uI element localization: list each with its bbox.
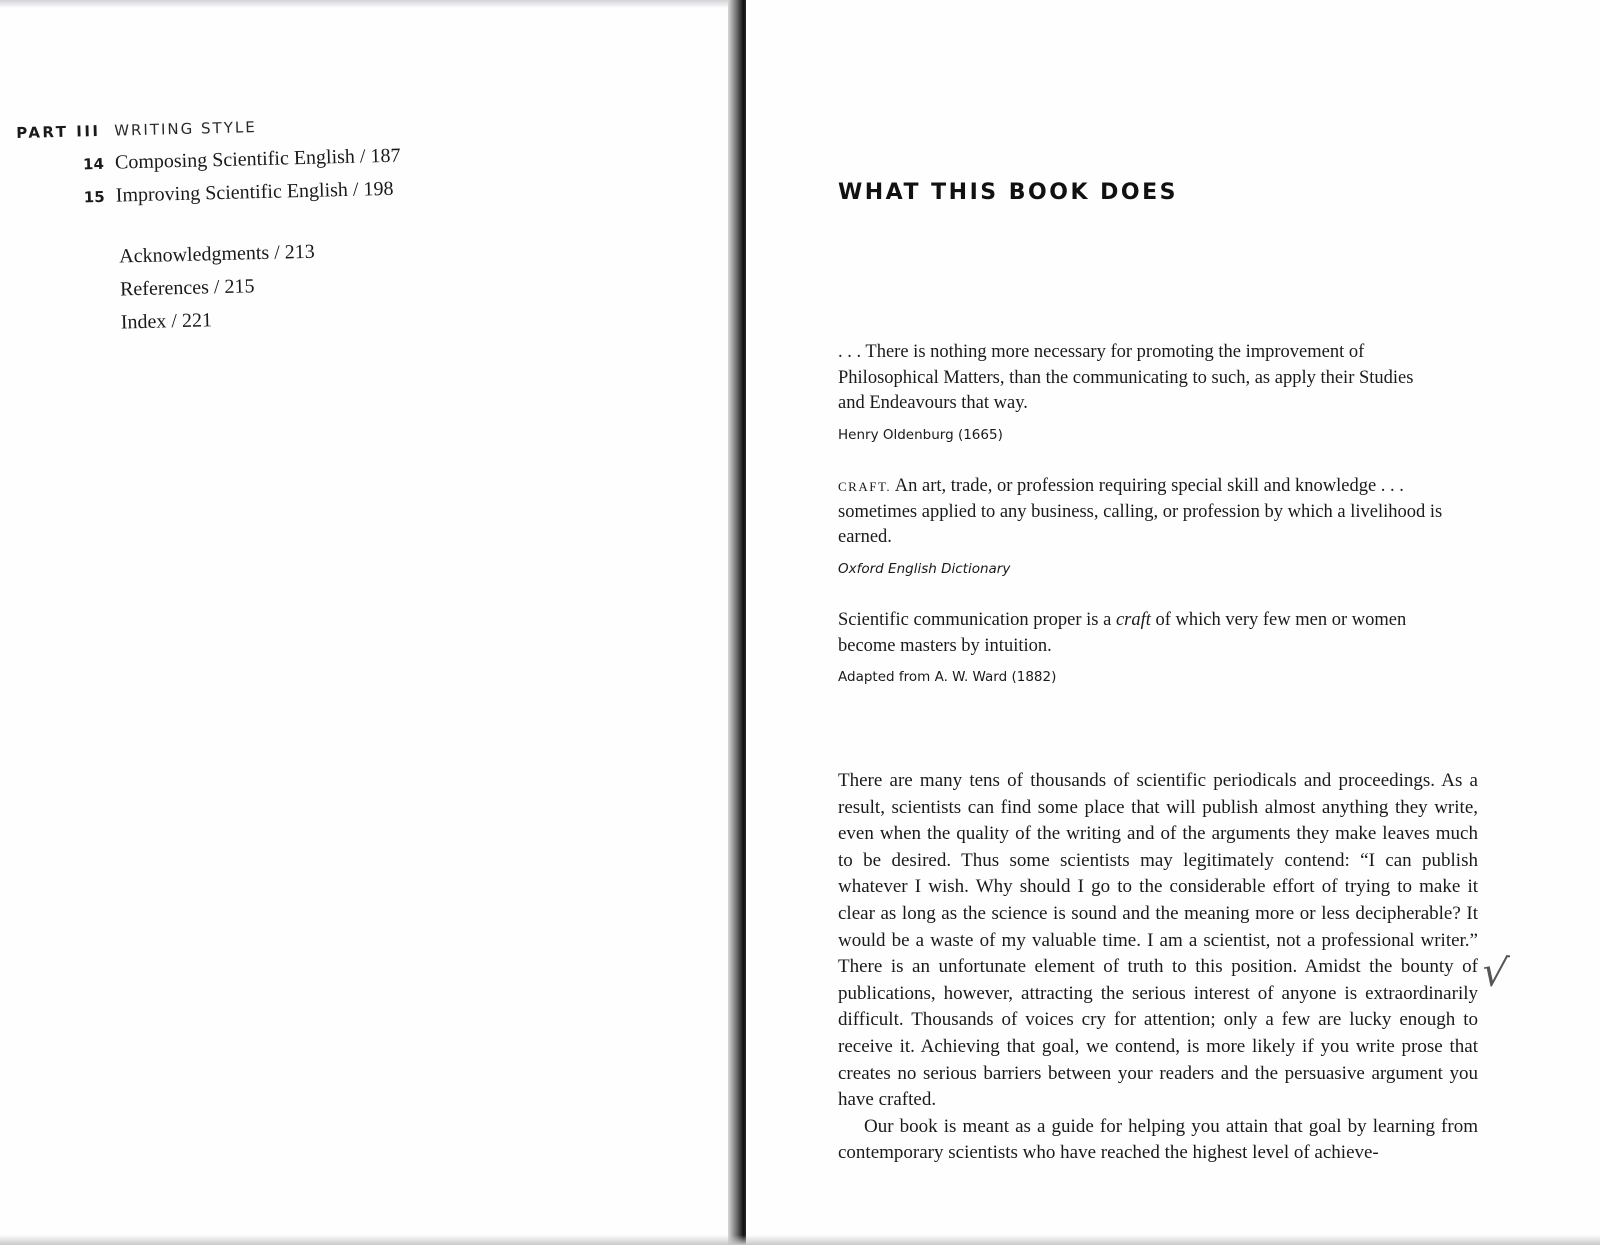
epigraph-text: . . . There is nothing more necessary for promoting the improvement of Philosophical Matters, than the communicating to such, as apply their Studies and Endeavours that way. [838,342,1414,413]
epigraph-source: Oxford English Dictionary [838,560,1011,577]
body-paragraph: Our book is meant as a guide for helping you attain that goal by learning from contemporary scientists who have reached the highest level of achieve- [838,1115,1478,1164]
chapter-title: Composing Scientific English / 187 [114,144,401,174]
chapter-title: Improving Scientific English / 198 [115,177,394,207]
table-of-contents [16,115,405,347]
epigraph-emphasis: craft [1115,610,1151,630]
epigraph [838,474,1468,577]
toc-backmatter-entry: Index / 221 [120,309,213,334]
epigraph [838,608,1468,685]
handwritten-checkmark-icon: √ [1478,948,1511,998]
epigraph [838,340,1468,443]
toc-backmatter-entry: References / 215 [119,275,255,301]
epigraph-source: Henry Oldenburg (1665) [838,426,1003,443]
body-paragraph: There are many tens of thousands of scientific periodicals and proceedings. As a result, scientists can find some place that will publish almost anything they write, even when the quality of the writing and of the arguments they make leaves much to be desired. Thus some scientists may legitimately contend: “I can publish whatever I wish. Why should I go to the considerable effort of trying to make it clear as long as the science is sound and the meaning more or less decipherable? It would be a waste of my valuable time. I am a scientist, not a professional writer.” There is an unfortunate element of truth to this position. Amidst the bounty of publications, however, attracting the serious interest of anyone is extraordinarily difficult. Thousands of voices cry for attention; only a few are lucky enough to receive it. Achieving that goal, we contend, is more likely if you write prose that creates no serious barriers between your readers and the persuasive argument you have crafted. [838,770,1478,1111]
toc-backmatter-entry: Acknowledgments / 213 [118,240,316,268]
left-page [0,0,728,1245]
epigraph-body: An art, trade, or profession requiring special skill and knowledge . . . sometimes applied to any business, calling, or profession by which a livelihood is earned. [838,476,1443,547]
chapter-list [17,145,402,220]
epigraph-text [838,608,1448,659]
part-heading [16,115,400,142]
epigraph-body-end: of which very few men or women become masters by intuition. [838,610,1407,656]
chapter-heading: WHAT THIS BOOK DOES [838,180,1178,205]
part-label: PART III [16,121,101,142]
body-text [838,768,1478,1167]
backmatter-list [19,239,405,347]
chapter-number: 15 [83,187,105,207]
part-title: WRITING STYLE [113,118,257,140]
epigraph-text [838,474,1458,551]
chapter-number: 14 [82,154,105,174]
epigraph-body-start: Scientific communication proper is a [838,610,1116,630]
epigraph-source: Adapted from A. W. Ward (1882) [838,669,1057,685]
page-edge-shadow [0,0,728,8]
epigraph-lead-word: CRAFT. [838,479,892,494]
page-bottom-shadow [0,1235,1600,1245]
